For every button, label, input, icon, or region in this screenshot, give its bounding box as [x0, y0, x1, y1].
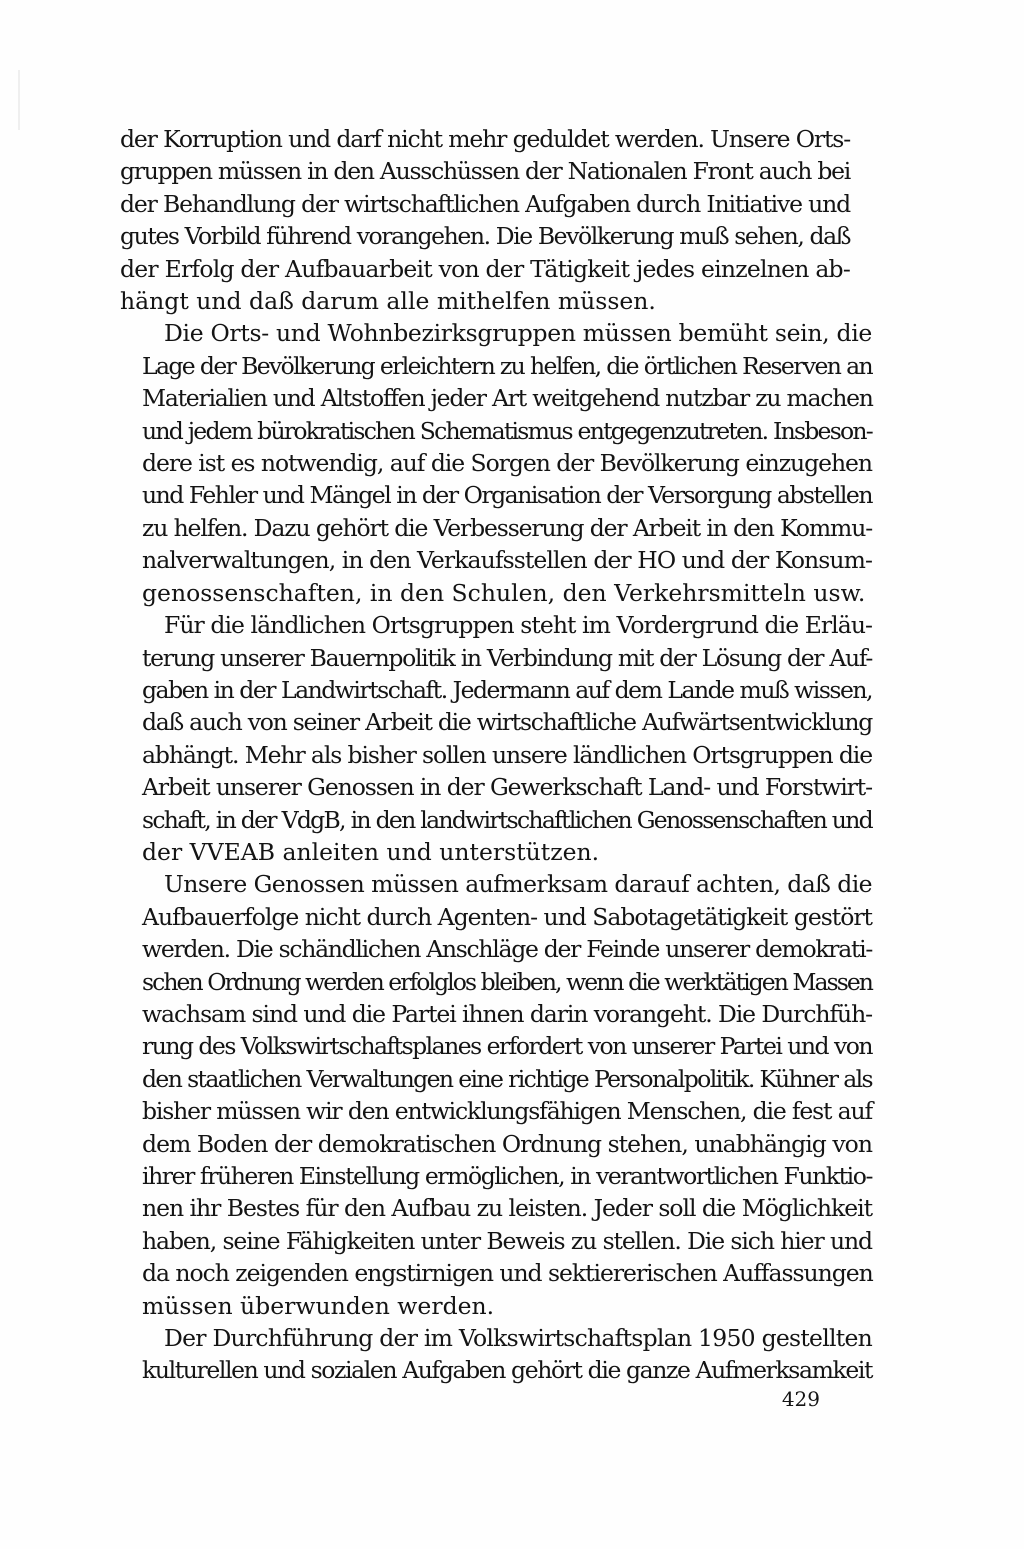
text-line: der Korruption und darf nicht mehr geduldet werden. Unsere Orts- — [120, 125, 850, 153]
text-line: Aufbauerfolge nicht durch Agenten- und Sabotagetätigkeit gestört — [142, 902, 872, 931]
text-line: zu helfen. Dazu gehört die Verbesserung der Arbeit in den Kommu- — [142, 513, 872, 542]
text-line: gruppen müssen in den Ausschüssen der Nationalen Front auch bei — [120, 157, 850, 186]
text-line: gaben in der Landwirtschaft. Jedermann auf dem Lande muß wissen, — [142, 675, 872, 704]
text-line: ihrer früheren Einstellung ermöglichen, in verantwortlichen Funktio- — [142, 1162, 872, 1190]
text-line: haben, seine Fähigkeiten unter Beweis zu stellen. Die sich hier und — [142, 1226, 872, 1255]
text-line: kulturellen und sozialen Aufgaben gehört die ganze Aufmerksamkeit — [142, 1356, 872, 1385]
body-text — [120, 123, 873, 1387]
text-line: Lage der Bevölkerung erleichtern zu helfen, die örtlichen Reserven an — [142, 351, 872, 380]
text-line: daß auch von seiner Arbeit die wirtschaftliche Aufwärtsentwicklung — [142, 708, 872, 737]
paragraph — [120, 609, 872, 868]
text-line: da noch zeigenden engstirnigen und sektiererischen Auffassungen — [142, 1259, 873, 1288]
text-line: der Erfolg der Aufbauarbeit von der Tätigkeit jedes einzelnen ab- — [120, 254, 850, 283]
text-line: dere ist es notwendig, auf die Sorgen der Bevölkerung einzugehen — [142, 449, 872, 478]
text-line: nen ihr Bestes für den Aufbau zu leisten. Jeder soll die Möglichkeit — [142, 1194, 872, 1223]
text-line: der Behandlung der wirtschaftlichen Aufgaben durch Initiative und — [120, 189, 850, 218]
paragraph — [120, 123, 850, 317]
text-line: müssen überwunden werden. — [142, 1291, 495, 1320]
text-line: genossenschaften, in den Schulen, den Verkehrsmitteln usw. — [142, 578, 866, 607]
text-line: den staatlichen Verwaltungen eine richtige Personalpolitik. Kühner als — [142, 1064, 872, 1093]
text-line: schaft, in der VdgB, in den landwirtschaftlichen Genossenschaften und — [142, 805, 872, 834]
text-line: werden. Die schändlichen Anschläge der Feinde unserer demokrati- — [142, 935, 872, 964]
paragraph — [120, 868, 873, 1322]
text-line: Materialien und Altstoffen jeder Art weitgehend nutzbar zu machen — [142, 384, 873, 413]
text-line: Die Orts- und Wohnbezirksgruppen müssen bemüht sein, die — [164, 319, 872, 348]
text-line: gutes Vorbild führend vorangehen. Die Bevölkerung muß sehen, daß — [120, 222, 850, 251]
text-line: Unsere Genossen müssen aufmerksam darauf achten, daß die — [164, 870, 873, 899]
paragraph — [120, 317, 873, 609]
text-line: terung unserer Bauernpolitik in Verbindung mit der Lösung der Auf- — [142, 643, 872, 672]
text-line: dem Boden der demokratischen Ordnung stehen, unabhängig von — [142, 1129, 873, 1158]
text-line: hängt und daß darum alle mithelfen müssen. — [120, 287, 656, 316]
text-line: nalverwaltungen, in den Verkaufsstellen der HO und der Konsum- — [142, 546, 872, 575]
text-line: Der Durchführung der im Volkswirtschaftsplan 1950 gestellten — [164, 1324, 872, 1353]
paragraph — [120, 1322, 872, 1387]
text-line: der VVEAB anleiten und unterstützen. — [142, 837, 600, 866]
text-line: schen Ordnung werden erfolglos bleiben, wenn die werktätigen Massen — [142, 967, 872, 996]
page-number: 429 — [781, 1387, 820, 1411]
text-line: und Fehler und Mängel in der Organisation der Versorgung abstellen — [142, 481, 872, 510]
scan-artifact — [18, 70, 20, 130]
text-line: bisher müssen wir den entwicklungsfähigen Menschen, die fest auf — [142, 1097, 872, 1126]
text-line: und jedem bürokratischen Schematismus entgegenzutreten. Insbeson- — [142, 416, 872, 445]
text-line: Arbeit unserer Genossen in der Gewerkschaft Land- und Forstwirt- — [142, 773, 872, 802]
text-line: wachsam sind und die Partei ihnen darin vorangeht. Die Durchfüh- — [142, 999, 872, 1028]
text-line: rung des Volkswirtschaftsplanes erfordert von unserer Partei und von — [142, 1032, 872, 1061]
text-line: Für die ländlichen Ortsgruppen steht im Vordergrund die Erläu- — [164, 611, 872, 640]
text-line: abhängt. Mehr als bisher sollen unsere ländlichen Ortsgruppen die — [142, 740, 872, 769]
